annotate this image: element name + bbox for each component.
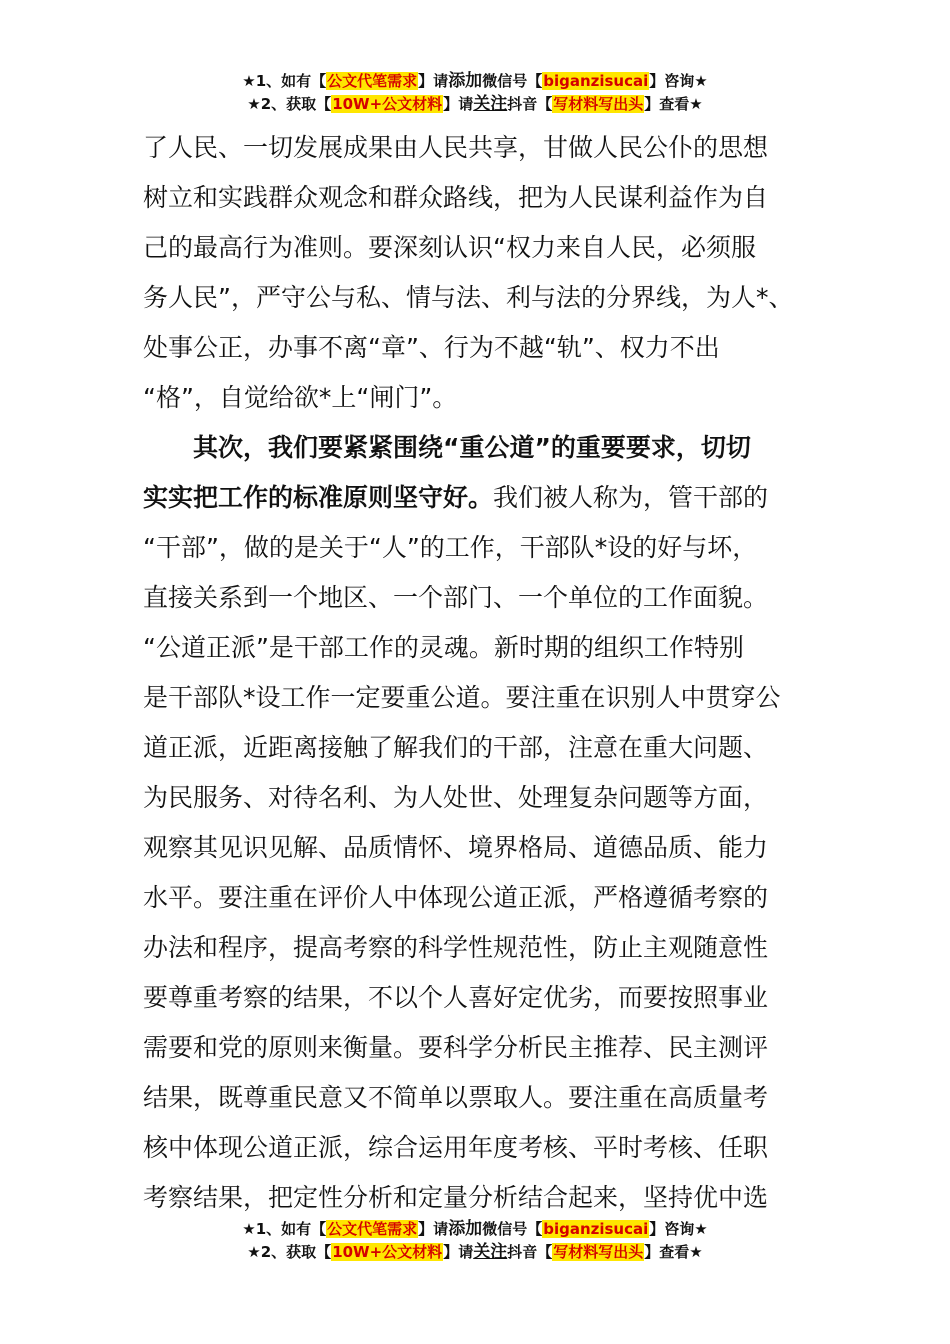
banner-highlight: biganzisucai <box>543 1220 649 1238</box>
banner-text: 】查看★ <box>644 1243 703 1261</box>
text-line: 水平。要注重在评价人中体现公道正派，严格遵循考察的 <box>143 883 769 912</box>
banner-highlight: biganzisucai <box>543 72 649 90</box>
banner-text: 】请 <box>443 1243 474 1261</box>
text-line: “公道正派”是干部工作的灵魂。新时期的组织工作特别 <box>143 633 744 662</box>
banner-text: 微信号【 <box>482 1220 543 1238</box>
text-line: “干部”，做的是关于“人”的工作，干部队*设的好与坏， <box>143 533 758 562</box>
banner-text: 抖音【 <box>507 1243 553 1261</box>
banner-highlight: 公文代笔需求 <box>327 72 418 90</box>
banner-text: ★2、获取【 <box>247 95 332 113</box>
text-line: 是干部队*设工作一定要重公道。要注重在识别人中贯穿公 <box>143 683 781 712</box>
text-line: “格”，自觉给欲*上“闸门”。 <box>143 383 458 412</box>
banner-emphasis: 添加 <box>448 1219 483 1239</box>
banner-text: 抖音【 <box>507 95 553 113</box>
paragraph-heading: 其次，我们要紧紧围绕“重公道”的重要要求，切切 <box>193 433 751 462</box>
paragraph-heading-cont: 实实把工作的标准原则坚守好。 <box>143 483 494 512</box>
text-line: 树立和实践群众观念和群众路线，把为人民谋利益作为自 <box>143 183 769 212</box>
text-line <box>143 473 823 523</box>
banner-highlight: 公文代笔需求 <box>327 1220 418 1238</box>
banner-text: ★1、如有【 <box>242 1220 327 1238</box>
banner-highlight: 写材料写出头 <box>553 1243 644 1261</box>
banner-emphasis: 添加 <box>448 71 483 91</box>
banner-line-2 <box>0 1241 950 1264</box>
text-line: 务人民”，严守公与私、情与法、利与法的分界线，为人*、 <box>143 283 794 312</box>
text-line: 观察其见识见解、品质情怀、境界格局、道德品质、能力 <box>143 833 769 862</box>
document-body <box>143 123 823 1223</box>
banner-highlight: 10W+公文材料 <box>332 95 443 113</box>
banner-text: 】请 <box>418 1220 449 1238</box>
banner-text: ★2、获取【 <box>247 1243 332 1261</box>
text-line: 考察结果，把定性分析和定量分析结合起来，坚持优中选 <box>143 1183 769 1212</box>
text-line: 直接关系到一个地区、一个部门、一个单位的工作面貌。 <box>143 583 769 612</box>
top-banner <box>0 70 950 116</box>
text-line: 处事公正，办事不离“章”、行为不越“轨”、权力不出 <box>143 333 720 362</box>
banner-line-1 <box>0 70 950 93</box>
bottom-banner <box>0 1218 950 1264</box>
banner-highlight: 写材料写出头 <box>553 95 644 113</box>
text-line: 己的最高行为准则。要深刻认识“权力来自人民，必须服 <box>143 233 756 262</box>
text-line: 了人民、一切发展成果由人民共享，甘做人民公仆的思想 <box>143 133 769 162</box>
text-line: 为民服务、对待名利、为人处世、处理复杂问题等方面， <box>143 783 769 812</box>
banner-text: 微信号【 <box>482 72 543 90</box>
text-line: 道正派，近距离接触了解我们的干部，注意在重大问题、 <box>143 733 769 762</box>
banner-text: 】咨询★ <box>649 1220 708 1238</box>
banner-emphasis: 关注 <box>473 94 508 114</box>
paragraph-1 <box>143 123 823 423</box>
text-line: 要尊重考察的结果，不以个人喜好定优劣，而要按照事业 <box>143 983 769 1012</box>
banner-line-2 <box>0 93 950 116</box>
text-line <box>143 423 823 473</box>
banner-text: ★1、如有【 <box>242 72 327 90</box>
banner-text: 】查看★ <box>644 95 703 113</box>
text-line: 核中体现公道正派，综合运用年度考核、平时考核、任职 <box>143 1133 769 1162</box>
banner-emphasis: 关注 <box>473 1242 508 1262</box>
banner-highlight: 10W+公文材料 <box>332 1243 443 1261</box>
banner-text: 】请 <box>418 72 449 90</box>
paragraph-2 <box>143 423 823 1223</box>
banner-text: 】咨询★ <box>649 72 708 90</box>
text-line: 结果，既尊重民意又不简单以票取人。要注重在高质量考 <box>143 1083 769 1112</box>
text-line: 办法和程序，提高考察的科学性规范性，防止主观随意性 <box>143 933 769 962</box>
text-run: 我们被人称为，管干部的 <box>493 483 769 512</box>
banner-text: 】请 <box>443 95 474 113</box>
banner-line-1 <box>0 1218 950 1241</box>
text-line: 需要和党的原则来衡量。要科学分析民主推荐、民主测评 <box>143 1033 769 1062</box>
